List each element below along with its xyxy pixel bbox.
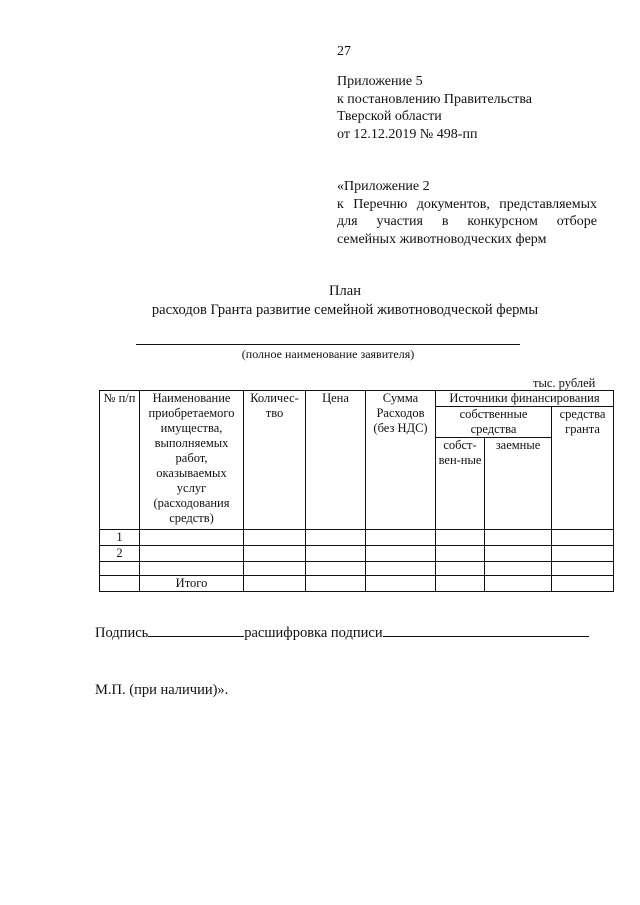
header-qty: Количес-тво bbox=[244, 391, 306, 530]
appendix-header-line: к постановлению Правительства bbox=[337, 91, 533, 107]
table-row bbox=[100, 562, 614, 576]
expense-plan-table bbox=[99, 390, 614, 592]
table-row bbox=[100, 546, 614, 562]
total-label: Итого bbox=[140, 576, 244, 592]
header-own: собст-вен-ные bbox=[436, 438, 485, 530]
cell[interactable] bbox=[306, 546, 366, 562]
cell[interactable] bbox=[306, 562, 366, 576]
stamp-note: М.П. (при наличии)». bbox=[95, 682, 229, 698]
signature-decode-blank[interactable] bbox=[383, 624, 589, 637]
cell[interactable] bbox=[436, 562, 485, 576]
applicant-caption: (полное наименование заявителя) bbox=[241, 347, 415, 361]
cell[interactable] bbox=[552, 562, 614, 576]
units-label: тыс. рублей bbox=[533, 376, 596, 390]
cell[interactable] bbox=[552, 546, 614, 562]
cell[interactable] bbox=[140, 562, 244, 576]
cell[interactable] bbox=[244, 576, 306, 592]
signature-label: Подпись bbox=[95, 625, 149, 641]
cell[interactable] bbox=[485, 546, 552, 562]
row-number bbox=[100, 562, 140, 576]
cell[interactable] bbox=[306, 530, 366, 546]
cell[interactable] bbox=[140, 546, 244, 562]
header-price: Цена bbox=[306, 391, 366, 530]
header-sum: Сумма Расходов (без НДС) bbox=[366, 391, 436, 530]
cell[interactable] bbox=[244, 562, 306, 576]
page-number: 27 bbox=[337, 44, 351, 59]
cell[interactable] bbox=[366, 530, 436, 546]
row-number: 2 bbox=[100, 546, 140, 562]
header-grant: средства гранта bbox=[552, 407, 614, 530]
header-own-funds: собственные средства bbox=[436, 407, 552, 438]
header-name: Наименование приобретаемого имущества, выполняемых работ, оказываемых услуг (расходования средств) bbox=[140, 391, 244, 530]
appendix-sub-header bbox=[337, 178, 597, 248]
signature-blank[interactable] bbox=[148, 624, 244, 637]
cell[interactable] bbox=[306, 576, 366, 592]
cell[interactable] bbox=[436, 546, 485, 562]
table-row bbox=[100, 530, 614, 546]
appendix-sub-line: для участия в конкурсном отборе bbox=[337, 214, 597, 229]
cell[interactable] bbox=[366, 576, 436, 592]
title-line: План bbox=[329, 283, 361, 299]
appendix-header-line: Тверской области bbox=[337, 109, 442, 124]
cell[interactable] bbox=[436, 576, 485, 592]
header-no: № п/п bbox=[100, 391, 140, 530]
cell[interactable] bbox=[366, 546, 436, 562]
cell[interactable] bbox=[485, 576, 552, 592]
appendix-header bbox=[337, 73, 532, 143]
title-line: расходов Гранта развитие семейной животноводческой фермы bbox=[151, 302, 539, 318]
cell[interactable] bbox=[436, 530, 485, 546]
applicant-name-blank[interactable] bbox=[136, 344, 520, 345]
cell[interactable] bbox=[366, 562, 436, 576]
appendix-sub-line: к Перечню документов, представляемых bbox=[337, 196, 597, 212]
cell[interactable] bbox=[552, 576, 614, 592]
total-row bbox=[100, 576, 614, 592]
appendix-sub-line: «Приложение 2 bbox=[337, 179, 430, 194]
signature-decode-label: расшифровка подписи bbox=[244, 625, 383, 641]
header-sources: Источники финансирования bbox=[436, 391, 614, 407]
cell[interactable] bbox=[244, 530, 306, 546]
signature-line bbox=[95, 624, 589, 642]
cell[interactable] bbox=[485, 530, 552, 546]
cell bbox=[100, 576, 140, 592]
row-number: 1 bbox=[100, 530, 140, 546]
cell[interactable] bbox=[552, 530, 614, 546]
header-borrowed: заемные bbox=[485, 438, 552, 530]
cell[interactable] bbox=[485, 562, 552, 576]
appendix-header-line: Приложение 5 bbox=[337, 74, 423, 89]
appendix-header-line: от 12.12.2019 № 498-пп bbox=[337, 126, 478, 142]
document-title bbox=[0, 282, 640, 320]
appendix-sub-line: семейных животноводческих ферм bbox=[337, 231, 547, 247]
cell[interactable] bbox=[140, 530, 244, 546]
cell[interactable] bbox=[244, 546, 306, 562]
